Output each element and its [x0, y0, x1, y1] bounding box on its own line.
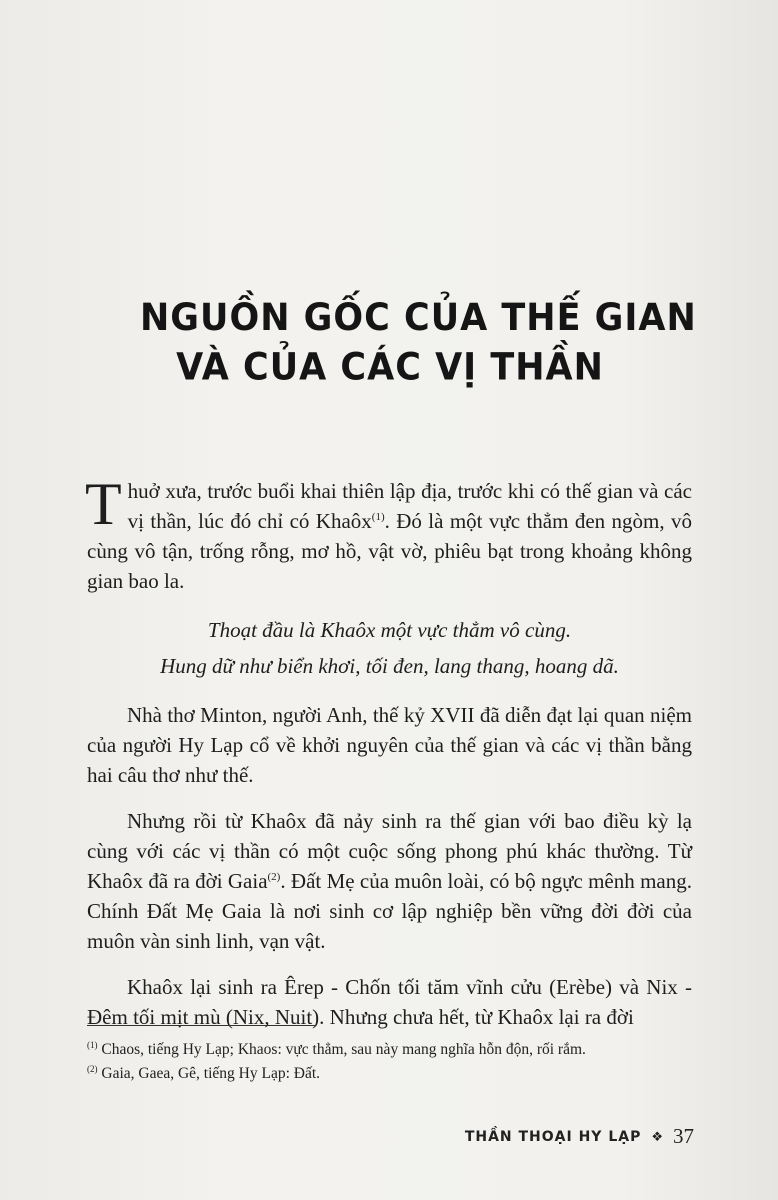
footnote-1-ref: (1) — [87, 1040, 98, 1050]
paragraph-3 — [87, 806, 692, 956]
footnote-2 — [87, 1062, 707, 1086]
poem-quote — [87, 612, 692, 684]
footnote-2-text: Gaia, Gaea, Gê, tiếng Hy Lạp: Đất. — [101, 1065, 321, 1082]
footnote-ref-2: (2) — [267, 871, 281, 883]
footnote-divider — [87, 1025, 315, 1026]
paragraph-1-text-cont: . Đó là một vực thẳm đen ngòm, vô cùng vô tận, trống rỗng, mơ hồ, vật vờ, phiêu bạt trong khoảng không gian bao la. — [87, 509, 692, 593]
running-title: THẦN THOẠI HY LẠP — [464, 1128, 642, 1145]
chapter-title — [140, 293, 697, 392]
bleed-through-background — [80, 75, 720, 105]
footnote-1-text: Chaos, tiếng Hy Lạp; Khaos: vực thẳm, sau này mang nghĩa hỗn độn, rối rắm. — [101, 1041, 586, 1058]
paragraph-3-text: Nhưng rồi từ Khaôx đã nảy sinh ra thế gian với bao điều kỳ lạ cùng với các vị thần có một cuộc sống phong phú khác thường. Từ Khaôx đã ra đời Gaia — [87, 809, 692, 893]
drop-cap: T — [85, 471, 122, 537]
paragraph-4: Khaôx lại sinh ra Êrep - Chốn tối tăm vĩnh cửu (Erèbe) và Nix - Đêm tối mịt mù (Nix, Nuit). Nhưng chưa hết, từ Khaôx lại ra đời — [87, 975, 692, 1029]
poem-line-2: Hung dữ như biển khơi, tối đen, lang thang, hoang dã. — [160, 654, 619, 678]
page-number: 37 — [673, 1124, 694, 1148]
running-footer — [465, 1124, 694, 1149]
body-text — [85, 471, 692, 1048]
paragraph-2: Nhà thơ Minton, người Anh, thế kỷ XVII đã diễn đạt lại quan niệm của người Hy Lạp cổ về khởi nguyên của thế gian và các vị thần bằng hai câu thơ như thế. — [87, 703, 692, 787]
paragraph-1-text: huở xưa, trước buổi khai thiên lập địa, trước khi có thế gian và các vị thần, lúc đó chỉ có Khaôx — [127, 479, 692, 533]
footnote-2-ref: (2) — [87, 1064, 98, 1074]
paragraph-3-text-cont: . Đất Mẹ của muôn loài, có bộ ngực mênh mang. Chính Đất Mẹ Gaia là nơi sinh cơ lập nghiệp bền vững đời đời của muôn vàn sinh linh, vạn vật. — [87, 869, 692, 953]
footnotes — [87, 1038, 707, 1086]
paragraph-1 — [85, 471, 692, 596]
diamond-icon: ❖ — [651, 1128, 663, 1144]
chapter-title-line-1: NGUỒN GỐC CỦA THẾ GIAN — [140, 296, 697, 340]
chapter-title-line-2: VÀ CỦA CÁC VỊ THẦN — [176, 346, 604, 390]
footnote-ref-1: (1) — [371, 511, 385, 523]
poem-line-1: Thoạt đầu là Khaôx một vực thẳm vô cùng. — [207, 618, 572, 642]
footnote-1 — [87, 1038, 707, 1062]
